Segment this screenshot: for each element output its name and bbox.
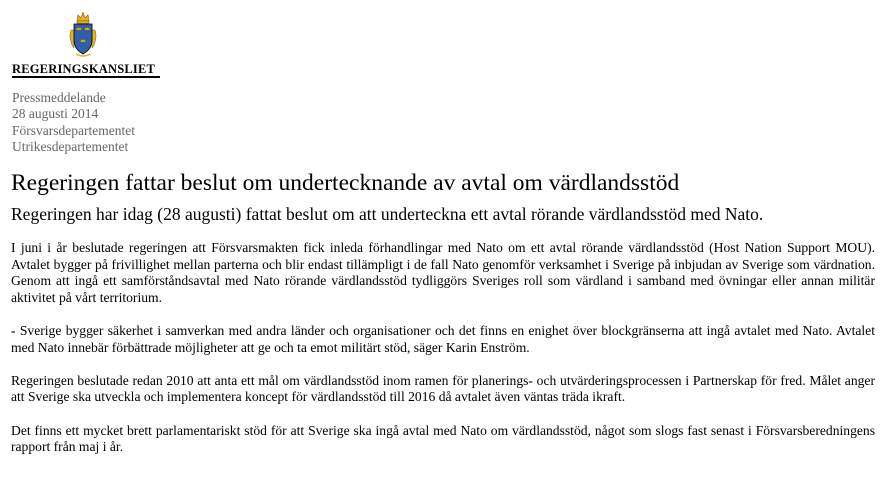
logo-wordmark: REGERINGSKANSLIET [12,62,156,76]
paragraph-3: Regeringen beslutade redan 2010 att anta ett mål om värdlandsstöd inom ramen för planerings- och utvärderingsprocessen i Partnerskap för fred. Målet anger att Sverige ska utveckla och implementera koncept för värdlandsstöd till 2016 då avtalet även väntas träda ikraft. [11,372,875,405]
press-type: Pressmeddelande [12,90,106,105]
press-date: 28 augusti 2014 [12,106,99,122]
article-title: Regeringen fattar beslut om undertecknande av avtal om värdlandsstöd [11,170,680,196]
article-body [11,240,875,472]
paragraph-2: - Sverige bygger säkerhet i samverkan med andra länder och organisationer och det finns en enighet över blockgränserna att ingå avtalet med Nato. Avtalet med Nato innebär förbättrade möjligheter att ge och ta emot militärt stöd, säger Karin Enström. [11,322,875,355]
three-crowns-crest-icon [68,12,98,58]
paragraph-1: I juni i år beslutade regeringen att Försvarsmakten fick inleda förhandlingar med Nato om ett avtal rörande värdlandsstöd (Host Nation Support MOU). Avtalet bygger på frivillighet mellan parterna och blir endast tillämpligt i de fall Nato genomför verksamhet i Sverige på inbjudan av Sverige som värdnation. Genom att ingå ett samförståndsavtal med Nato rörande värdlandsstöd tydliggörs Sveriges roll som värdland i samband med övningar eller annan militär aktivitet på vårt territorium. [11,240,875,305]
press-meta [12,90,135,156]
paragraph-4: Det finns ett mycket brett parlamentariskt stöd för att Sverige ska ingå avtal med Nato om värdlandsstöd, något som slogs fast senast i Försvarsberedningens rapport från maj i år. [11,422,875,455]
department-foreign: Utrikesdepartementet [12,139,129,155]
logo-underline [12,76,160,78]
article-lead: Regeringen har idag (28 augusti) fattat beslut om att underteckna ett avtal rörande värdlandsstöd med Nato. [11,204,764,224]
department-defence: Försvarsdepartementet [12,122,135,138]
regeringskansliet-logo [10,12,162,80]
